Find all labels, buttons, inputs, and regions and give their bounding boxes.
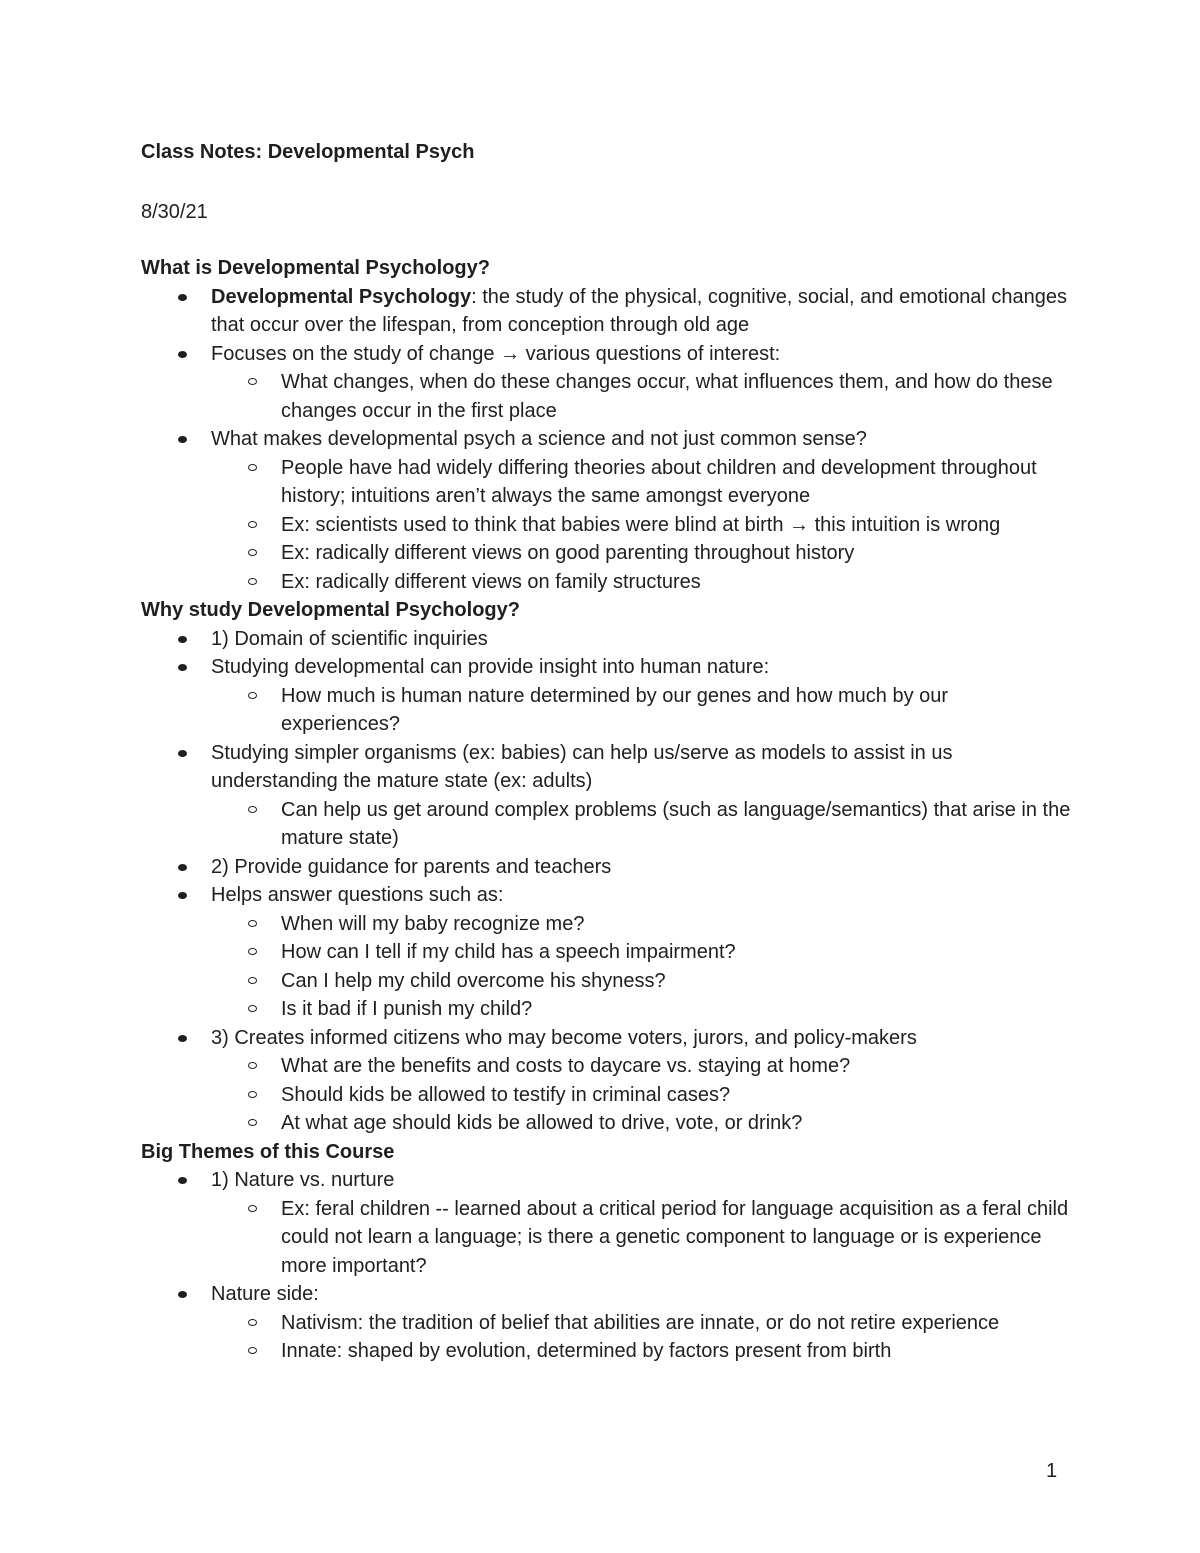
definition-text: : the study of the physical, cognitive, social, and emotional changes that occur over the lifespan, from conception through old age xyxy=(211,285,1067,336)
list-item: 2) Provide guidance for parents and teachers xyxy=(141,853,1071,882)
list-item xyxy=(141,653,1071,739)
sub-bullet-list xyxy=(211,454,1071,597)
page-number: 1 xyxy=(1046,1460,1058,1482)
document-title: Class Notes: Developmental Psych xyxy=(141,141,475,163)
sub-list-item: Nativism: the tradition of belief that abilities are innate, or do not retire experience xyxy=(211,1309,1071,1338)
sub-list-item: How much is human nature determined by our genes and how much by our experiences? xyxy=(211,682,1071,739)
sub-list-item: Can help us get around complex problems (such as language/semantics) that arise in the mature state) xyxy=(211,796,1071,853)
sub-list-item: Ex: radically different views on family structures xyxy=(211,568,1071,597)
list-item-text: What makes developmental psych a science and not just common sense? xyxy=(211,428,867,450)
list-item xyxy=(141,1280,1071,1366)
list-item-text: 3) Creates informed citizens who may become voters, jurors, and policy-makers xyxy=(211,1026,917,1049)
sub-list-item: Innate: shaped by evolution, determined by factors present from birth xyxy=(211,1337,1071,1366)
list-item xyxy=(141,1166,1071,1280)
sub-list-item: Should kids be allowed to testify in criminal cases? xyxy=(211,1081,1071,1110)
sub-list-item: At what age should kids be allowed to drive, vote, or drink? xyxy=(211,1109,1071,1138)
section-heading-big-themes: Big Themes of this Course xyxy=(141,1140,395,1163)
list-item xyxy=(141,739,1071,853)
list-item: 1) Domain of scientific inquiries xyxy=(141,625,1071,654)
list-item xyxy=(141,340,1071,426)
sub-list-item: Ex: scientists used to think that babies were blind at birth → this intuition is wrong xyxy=(211,511,1071,540)
sub-list-item: Ex: radically different views on good parenting throughout history xyxy=(211,539,1071,568)
list-item xyxy=(141,1024,1071,1138)
section-heading-why-study: Why study Developmental Psychology? xyxy=(141,599,520,621)
sub-list-item: Can I help my child overcome his shyness? xyxy=(211,967,1071,996)
sub-list-item: What are the benefits and costs to daycare vs. staying at home? xyxy=(211,1052,1071,1081)
sub-list-item: People have had widely differing theories about children and development throughout history; intuitions aren’t always the same amongst everyone xyxy=(211,454,1071,511)
term-bold: Developmental Psychology xyxy=(211,285,472,308)
sub-list-item: When will my baby recognize me? xyxy=(211,910,1071,939)
list-item xyxy=(141,881,1071,1024)
sub-bullet-list xyxy=(211,910,1071,1024)
list-item-text: Focuses on the study of change → various questions of interest: xyxy=(211,342,781,365)
sub-list-item: How can I tell if my child has a speech impairment? xyxy=(211,938,1071,967)
document-date: 8/30/21 xyxy=(141,201,208,223)
list-item-text: Studying developmental can provide insight into human nature: xyxy=(211,656,770,678)
sub-list-item: Is it bad if I punish my child? xyxy=(211,995,1071,1024)
bullet-list xyxy=(141,283,1071,597)
sub-bullet-list xyxy=(211,1052,1071,1138)
list-item-text: 1) Nature vs. nurture xyxy=(211,1169,395,1191)
sub-bullet-list xyxy=(211,682,1071,739)
list-item-text: Studying simpler organisms (ex: babies) can help us/serve as models to assist in us understanding the mature state (ex: adults) xyxy=(211,741,953,792)
page-content xyxy=(141,138,1071,1366)
list-item-text: Nature side: xyxy=(211,1283,319,1305)
bullet-list xyxy=(141,625,1071,1138)
list-item-text: Helps answer questions such as: xyxy=(211,884,504,906)
sub-bullet-list xyxy=(211,1195,1071,1281)
sub-bullet-list xyxy=(211,1309,1071,1366)
list-item xyxy=(141,425,1071,596)
sub-list-item: Ex: feral children -- learned about a critical period for language acquisition as a feral child could not learn a language; is there a genetic component to language or is experience more important? xyxy=(211,1195,1071,1281)
sub-bullet-list xyxy=(211,368,1071,425)
bullet-list xyxy=(141,1166,1071,1366)
section-heading-what-is: What is Developmental Psychology? xyxy=(141,257,490,279)
sub-bullet-list xyxy=(211,796,1071,853)
sub-list-item: What changes, when do these changes occur, what influences them, and how do these changes occur in the first place xyxy=(211,368,1071,425)
list-item xyxy=(141,283,1071,340)
